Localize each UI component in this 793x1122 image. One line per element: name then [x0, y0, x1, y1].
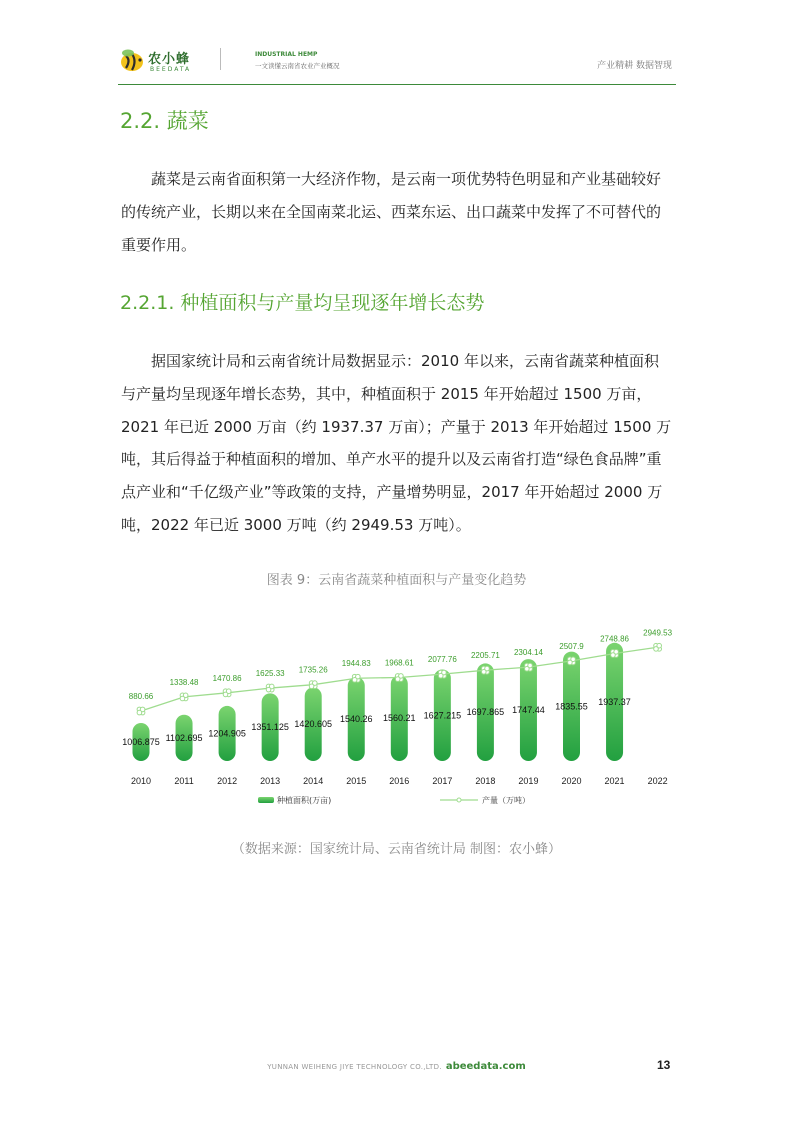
- area-bar-label: 1747.44: [512, 705, 545, 716]
- x-tick-label: 2019: [518, 776, 539, 786]
- production-point: [352, 674, 360, 682]
- area-bar-label: 1697.865: [466, 707, 505, 718]
- legend-area-label: 种植面积(万亩): [277, 796, 332, 805]
- page-number: 13: [657, 1058, 671, 1072]
- production-point: [137, 707, 145, 715]
- footer-company: YUNNAN WEIHENG JIYE TECHNOLOGY CO.,LTD.: [267, 1063, 442, 1071]
- footer-website[interactable]: abeedata.com: [445, 1061, 526, 1072]
- header-divider: [220, 48, 221, 70]
- area-bar-label: 1835.55: [555, 701, 588, 712]
- area-bar-label: 1351.125: [251, 722, 289, 733]
- brand-name: 农小蜂: [148, 52, 191, 67]
- page-header: [118, 44, 676, 85]
- production-point: [525, 663, 533, 671]
- header-motto: 产业精耕 数据智现: [597, 61, 672, 71]
- production-label: 880.66: [128, 692, 154, 701]
- subsection-paragraph: 据国家统计局和云南省统计局数据显示：2010 年以来，云南省蔬菜种植面积与产量均呈现逐年增长态势，其中，种植面积于 2015 年开始超过 1500 万亩，2021 年已近 2000 万亩（约 1937.37 万亩）；产量于 2013 年开始超过 1500 万吨，其后得益于种植面积的增加、单产水平的提升以及云南省打造“绿色食品牌”重点产业和“千亿级产业”等政策的支持，产量增势明显，2017 年开始超过 2000 万吨，2022 年已近 3000 万吨（约 2949.53 万吨）。: [121, 352, 672, 534]
- report-title-zh: 一文读懂云南省农业产业概况: [255, 62, 340, 70]
- production-point: [223, 689, 231, 697]
- area-bar-label: 1006.875: [122, 737, 160, 747]
- production-point: [611, 650, 619, 658]
- production-label: 1625.33: [255, 669, 285, 679]
- vegetable-area-production-chart: [110, 610, 690, 815]
- subsection-heading: 2.2.1. 种植面积与产量均呈现逐年增长态势: [120, 292, 485, 314]
- production-point: [180, 693, 188, 701]
- page-footer: [0, 1061, 793, 1072]
- x-tick-label: 2022: [647, 776, 668, 786]
- report-title-en: INDUSTRIAL HEMP: [255, 51, 318, 58]
- production-point: [309, 681, 317, 689]
- x-tick-label: 2021: [604, 776, 625, 786]
- production-label: 1338.48: [169, 677, 199, 687]
- area-bar-label: 1627.215: [423, 710, 462, 721]
- x-tick-label: 2011: [174, 776, 194, 786]
- production-point: [395, 674, 403, 682]
- x-tick-label: 2015: [346, 776, 367, 786]
- production-point: [568, 657, 576, 665]
- production-label: 1968.61: [384, 658, 414, 668]
- x-tick-label: 2014: [303, 776, 324, 786]
- production-label: 1944.83: [341, 659, 371, 669]
- figure-source: （数据来源：国家统计局、云南省统计局 制图：农小蜂）: [231, 842, 562, 857]
- area-bar-label: 1102.695: [165, 732, 203, 743]
- x-tick-label: 2012: [217, 776, 238, 786]
- legend-bar-swatch: [258, 797, 274, 803]
- production-point: [482, 666, 490, 674]
- production-label: 2748.86: [600, 634, 630, 644]
- production-point: [438, 670, 446, 678]
- area-bar-label: 1204.905: [208, 728, 246, 739]
- production-point: [654, 643, 662, 651]
- section-heading: 2.2. 蔬菜: [120, 109, 209, 133]
- x-tick-label: 2010: [130, 776, 152, 786]
- production-label: 2205.71: [470, 651, 500, 661]
- x-tick-label: 2016: [389, 776, 410, 786]
- area-bar-label: 1937.37: [598, 696, 631, 707]
- figure-caption: 图表 9：云南省蔬菜种植面积与产量变化趋势: [266, 573, 527, 588]
- legend-production-label: 产量（万吨）: [482, 796, 530, 805]
- area-bar-label: 1540.26: [339, 714, 373, 725]
- production-label: 1470.86: [212, 673, 242, 683]
- production-label: 2507.9: [559, 641, 584, 651]
- brand-subtitle: BEEDATA: [150, 66, 192, 73]
- production-label: 1735.26: [298, 665, 328, 675]
- legend-line-marker: [457, 798, 461, 802]
- x-tick-label: 2017: [432, 776, 453, 786]
- chart-svg: [110, 610, 690, 815]
- production-label: 2077.76: [427, 655, 457, 665]
- production-point: [266, 684, 274, 692]
- x-tick-label: 2013: [260, 776, 281, 786]
- production-label: 2304.14: [513, 648, 543, 658]
- section-intro-paragraph: 蔬菜是云南省面积第一大经济作物，是云南一项优势特色明显和产业基础较好的传统产业，长期以来在全国南菜北运、西菜东运、出口蔬菜中发挥了不可替代的重要作用。: [121, 170, 662, 254]
- area-bar-label: 1560.21: [383, 713, 416, 724]
- bee-logo-icon: [118, 48, 144, 72]
- area-bar-label: 1420.605: [294, 719, 332, 730]
- x-tick-label: 2018: [475, 776, 496, 786]
- x-tick-label: 2020: [561, 776, 582, 786]
- production-label: 2949.53: [643, 628, 673, 638]
